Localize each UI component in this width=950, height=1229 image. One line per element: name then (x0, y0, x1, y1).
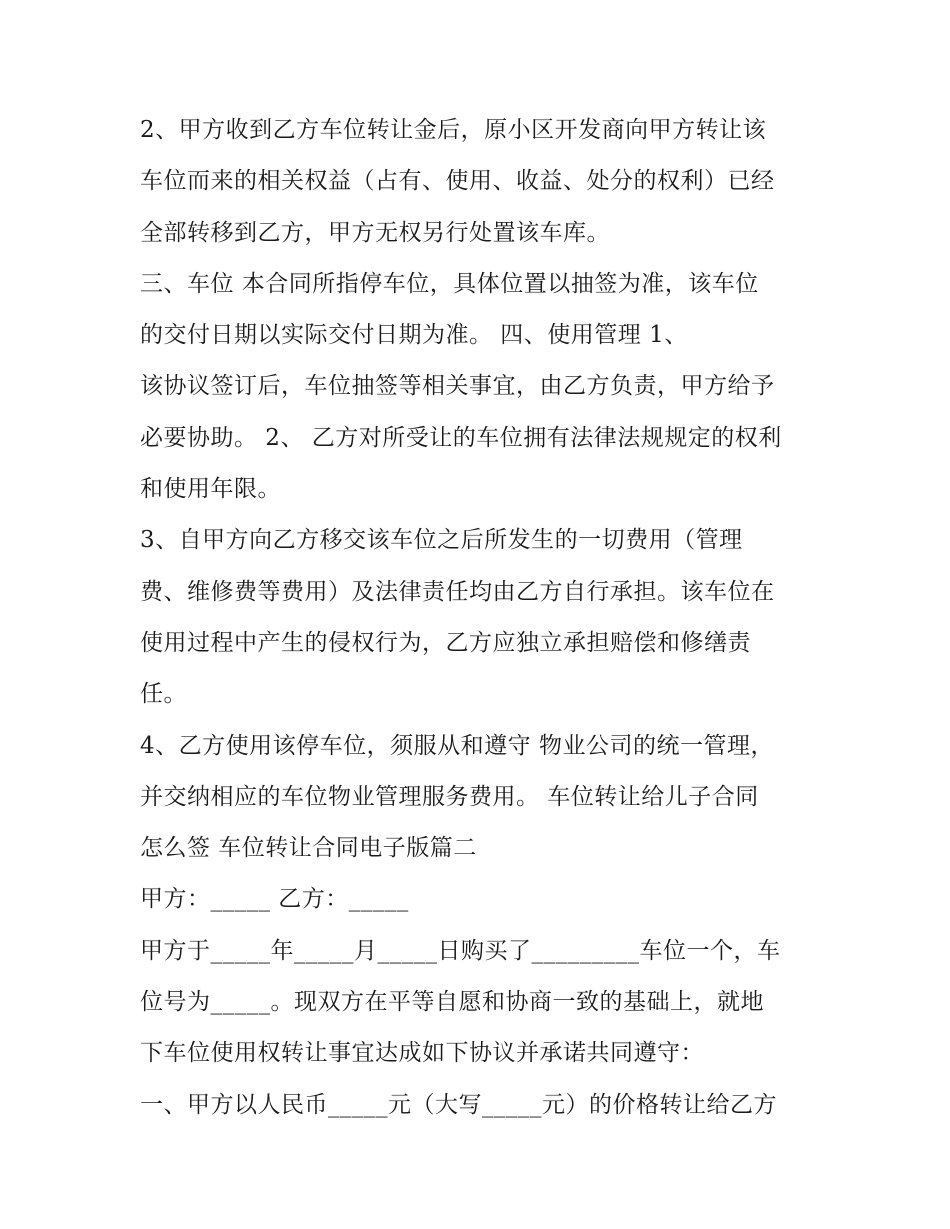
text-line: 并交纳相应的车位物业管理服务费用。 车位转让给儿子合同 (140, 783, 759, 810)
text-line: 甲方于_____年_____月_____日购买了_________车位一个，车 (140, 937, 781, 964)
text-line: 和使用年限。 (140, 476, 281, 503)
text-line: 2、甲方收到乙方车位转让金后，原小区开发商向甲方转让该 (140, 117, 767, 143)
text-line: 甲方：_____ 乙方：_____ (140, 886, 409, 913)
text-line: 必要协助。 2、 乙方对所受让的车位拥有法律法规规定的权利 (140, 424, 782, 451)
text-line: 怎么签 车位转让合同电子版篇二 (140, 835, 477, 862)
text-line: 使用过程中产生的侵权行为，乙方应独立承担赔偿和修缮责 (140, 629, 751, 656)
text-line: 任。 (140, 681, 187, 708)
text-line: 费、维修费等费用）及法律责任均由乙方自行承担。该车位在 (140, 578, 775, 605)
text-line: 位号为_____。现双方在平等自愿和协商一致的基础上，就地 (140, 989, 764, 1016)
text-line: 的交付日期以实际交付日期为准。 四、使用管理 1、 (140, 322, 688, 349)
text-line: 一、甲方以人民币_____元（大写_____元）的价格转让给乙方 (140, 1091, 777, 1118)
text-line: 车位而来的相关权益（占有、使用、收益、处分的权利）已经 (140, 168, 775, 195)
text-line: 该协议签订后，车位抽签等相关事宜，由乙方负责，甲方给予 (140, 373, 775, 400)
text-line: 全部转移到乙方，甲方无权另行处置该车库。 (140, 219, 610, 246)
document-body (140, 108, 820, 1134)
text-line: 3、自甲方向乙方移交该车位之后所发生的一切费用（管理 (140, 527, 743, 554)
text-line: 下车位使用权转让事宜达成如下协议并承诺共同遵守： (140, 1040, 704, 1067)
text-line: 三、车位 本合同所指停车位，具体位置以抽签为准，该车位 (140, 270, 759, 297)
text-line: 4、乙方使用该停车位，须服从和遵守 物业公司的统一管理， (140, 732, 774, 759)
